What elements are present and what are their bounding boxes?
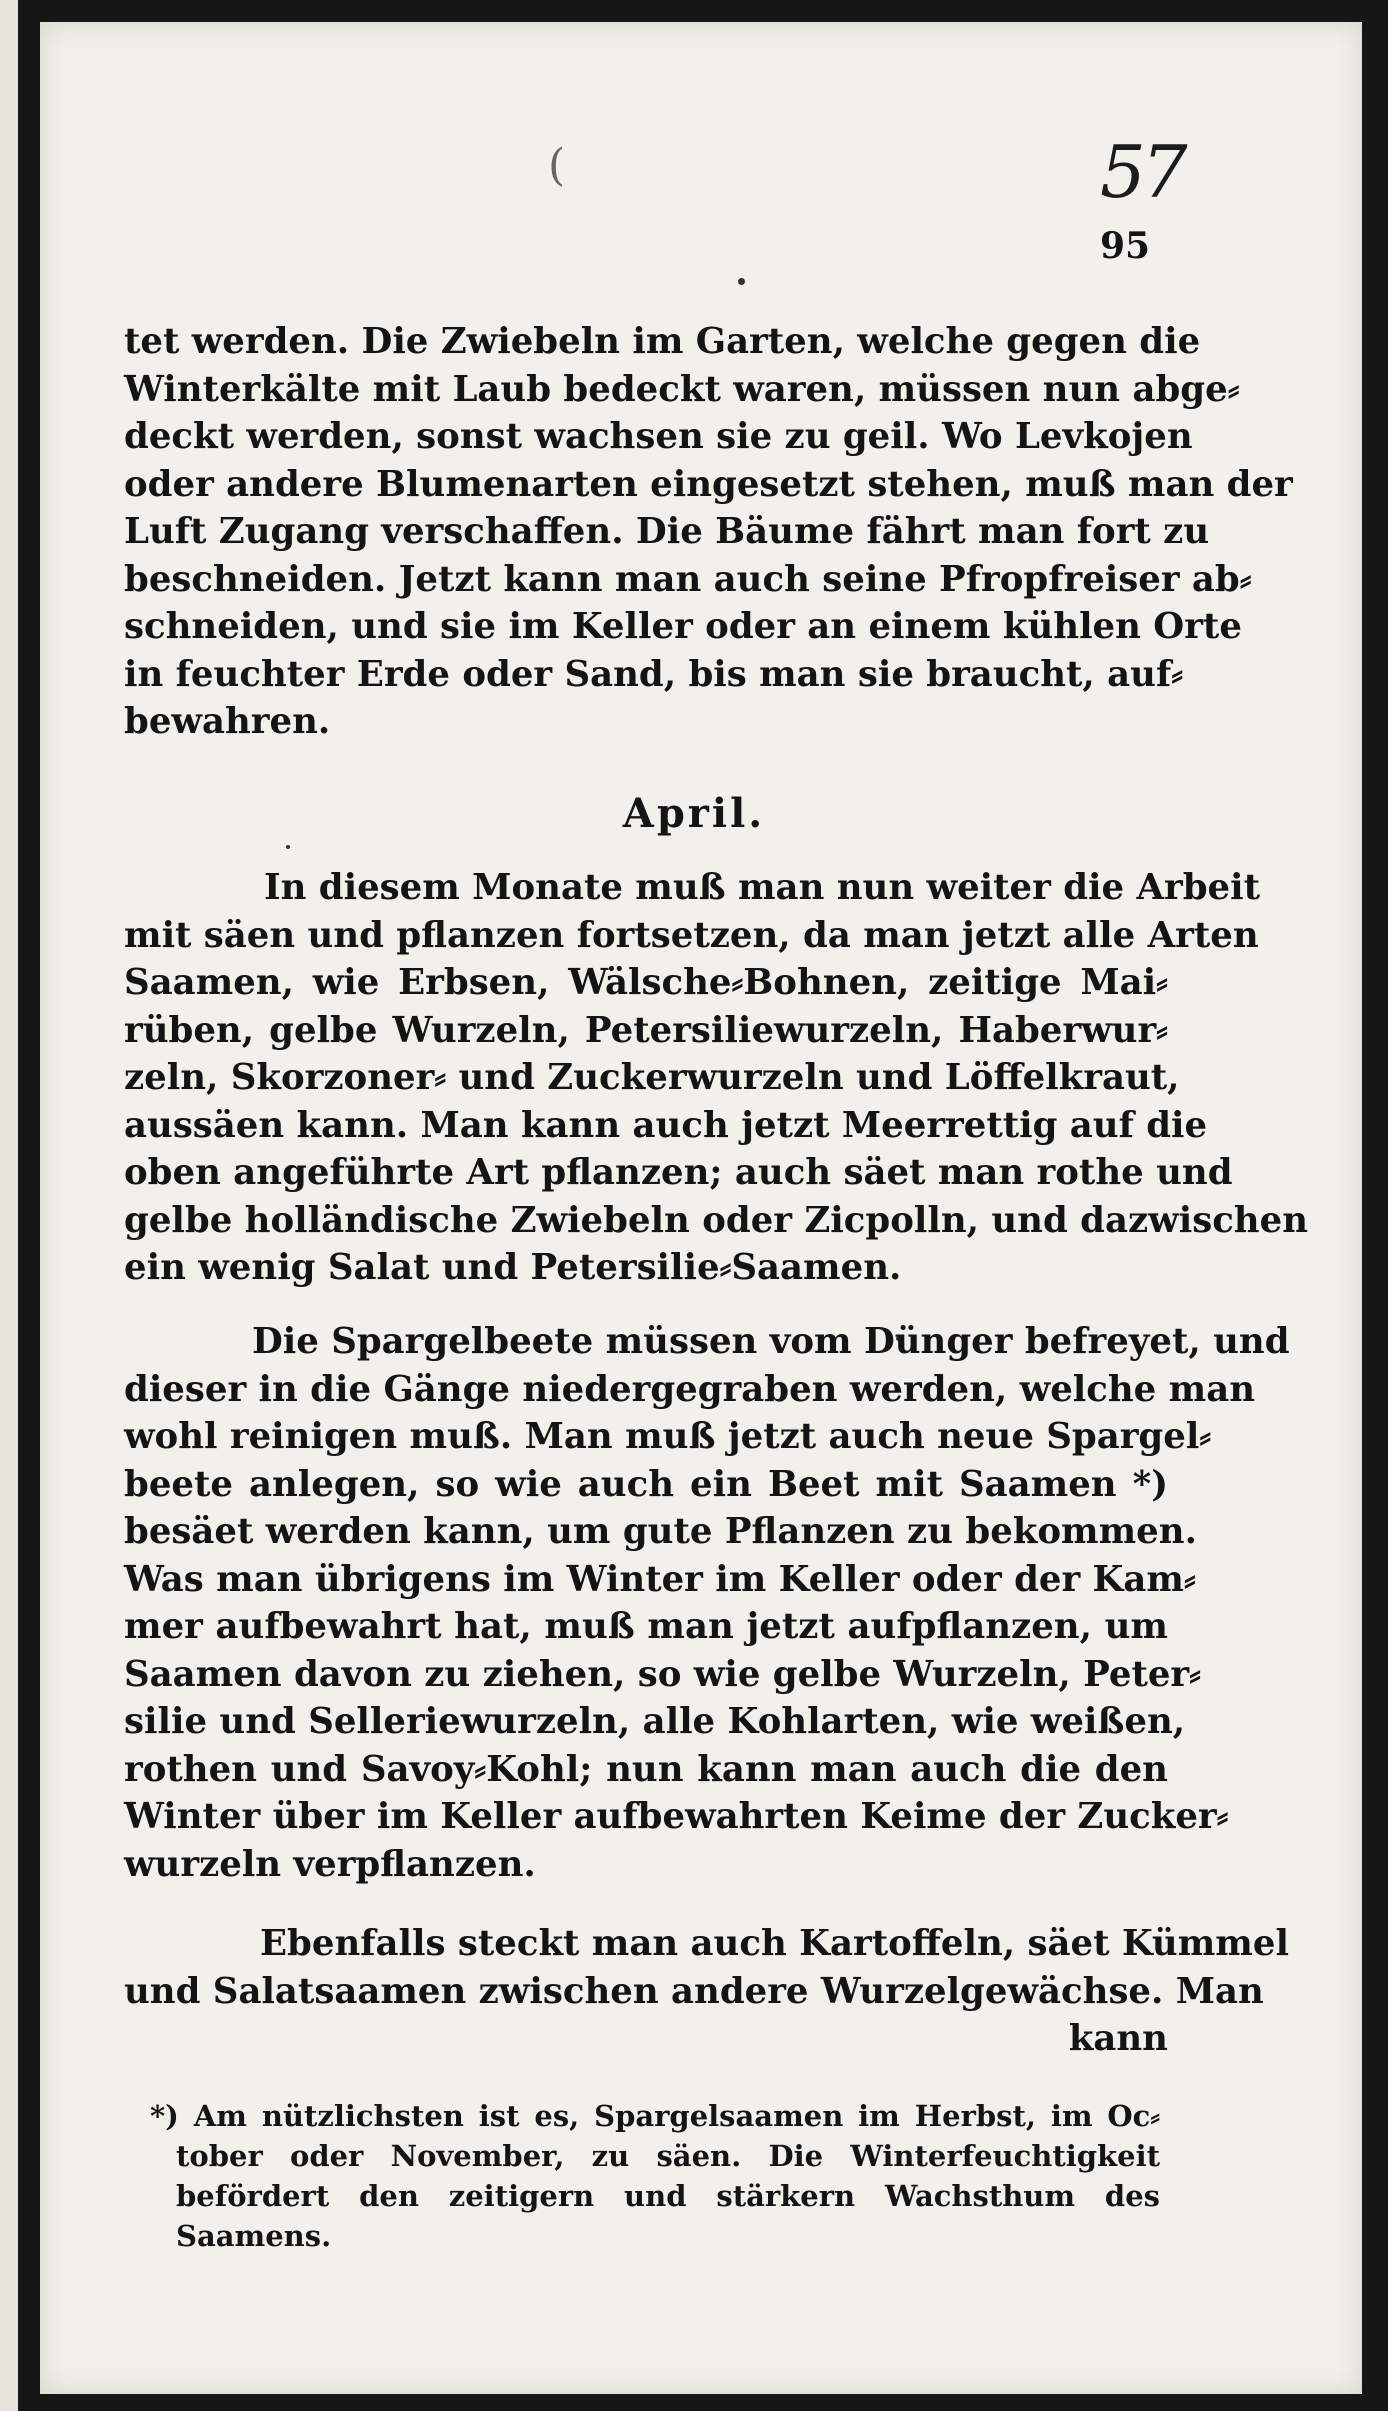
footnote-line: *) Am nützlichsten ist es, Spargelsaamen im Herbst, im Oc⸗	[150, 2099, 1160, 2133]
ink-speck	[286, 845, 290, 849]
stray-mark: (	[548, 140, 566, 191]
text-line: Ebenfalls steckt man auch Kartoffeln, säet Kümmel	[260, 1923, 1289, 1964]
text-line: beete anlegen, so wie auch ein Beet mit Saamen *)	[124, 1463, 1168, 1505]
ink-speck	[738, 278, 745, 285]
text-line: rothen und Savoy⸗Kohl; nun kann man auch die den	[124, 1748, 1168, 1790]
text-line: Luft Zugang verschaffen. Die Bäume fährt man fort zu	[124, 511, 1210, 552]
section-heading: April.	[622, 790, 766, 837]
footnote-line: Saamens.	[176, 2219, 332, 2253]
text-line: zeln, Skorzoner⸗ und Zuckerwurzeln und Löffelkraut,	[124, 1057, 1180, 1098]
adjacent-page-edge	[0, 0, 18, 2411]
text-line: schneiden, und sie im Keller oder an einem kühlen Orte	[124, 606, 1242, 647]
paragraph-2	[124, 864, 1309, 1292]
text-line: mit säen und pflanzen fortsetzen, da man jetzt alle Arten	[124, 914, 1259, 956]
text-line: tet werden. Die Zwiebeln im Garten, welche gegen die	[124, 321, 1201, 362]
catchword: kann	[1068, 2018, 1168, 2059]
text-line: wurzeln verpflanzen.	[124, 1843, 536, 1885]
text-line: Winterkälte mit Laub bedeckt waren, müssen nun abge⸗	[124, 368, 1240, 410]
text-line: gelbe holländische Zwiebeln oder Zicpolln, und dazwischen	[124, 1199, 1309, 1241]
footnote-line: tober oder November, zu säen. Die Winterfeuchtigkeit	[176, 2139, 1160, 2173]
text-line: Saamen davon zu ziehen, so wie gelbe Wurzeln, Peter⸗	[124, 1653, 1201, 1695]
paragraph-1	[124, 318, 1293, 746]
footnote	[150, 2096, 1160, 2256]
text-line: besäet werden kann, um gute Pflanzen zu bekommen.	[124, 1511, 1197, 1552]
text-line: beschneiden. Jetzt kann man auch seine Pfropfreiser ab⸗	[124, 558, 1252, 600]
text-line: und Salatsaamen zwischen andere Wurzelgewächse. Man	[124, 1970, 1264, 2012]
text-line: aussäen kann. Man kann auch jetzt Meerrettig auf die	[124, 1104, 1208, 1146]
text-line: In diesem Monate muß man nun weiter die Arbeit	[264, 867, 1260, 908]
printed-page-number: 95	[1100, 225, 1151, 267]
text-line: Saamen, wie Erbsen, Wälsche⸗Bohnen, zeitige Mai⸗	[124, 962, 1168, 1003]
text-line: bewahren.	[124, 701, 331, 742]
text-line: Winter über im Keller aufbewahrten Keime der Zucker⸗	[124, 1796, 1229, 1837]
text-line: ein wenig Salat und Petersilie⸗Saamen.	[124, 1247, 902, 1288]
text-line: wohl reinigen muß. Man muß jetzt auch neue Spargel⸗	[124, 1416, 1212, 1457]
text-line: Was man übrigens im Winter im Keller oder der Kam⸗	[124, 1558, 1196, 1600]
text-line: rüben, gelbe Wurzeln, Petersiliewurzeln, Haberwur⸗	[124, 1009, 1168, 1051]
text-line: oben angeführte Art pflanzen; auch säet man rothe und	[124, 1152, 1233, 1193]
paragraph-4	[124, 1920, 1289, 2063]
text-line: Die Spargelbeete müssen vom Dünger befreyet, und	[252, 1321, 1290, 1362]
handwritten-folio-number: 57	[1100, 130, 1184, 214]
text-line: oder andere Blumenarten eingesetzt stehen, muß man der	[124, 463, 1293, 505]
paragraph-3	[124, 1318, 1290, 1888]
text-line: dieser in die Gänge niedergegraben werden, welche man	[124, 1368, 1256, 1410]
text-line: mer aufbewahrt hat, muß man jetzt aufpflanzen, um	[124, 1606, 1168, 1647]
footnote-line: befördert den zeitigern und stärkern Wachsthum des	[176, 2179, 1160, 2213]
text-line: in feuchter Erde oder Sand, bis man sie braucht, auf⸗	[124, 653, 1184, 695]
text-line: deckt werden, sonst wachsen sie zu geil. Wo Levkojen	[124, 416, 1193, 457]
text-line: silie und Selleriewurzeln, alle Kohlarten, wie weißen,	[124, 1701, 1186, 1742]
